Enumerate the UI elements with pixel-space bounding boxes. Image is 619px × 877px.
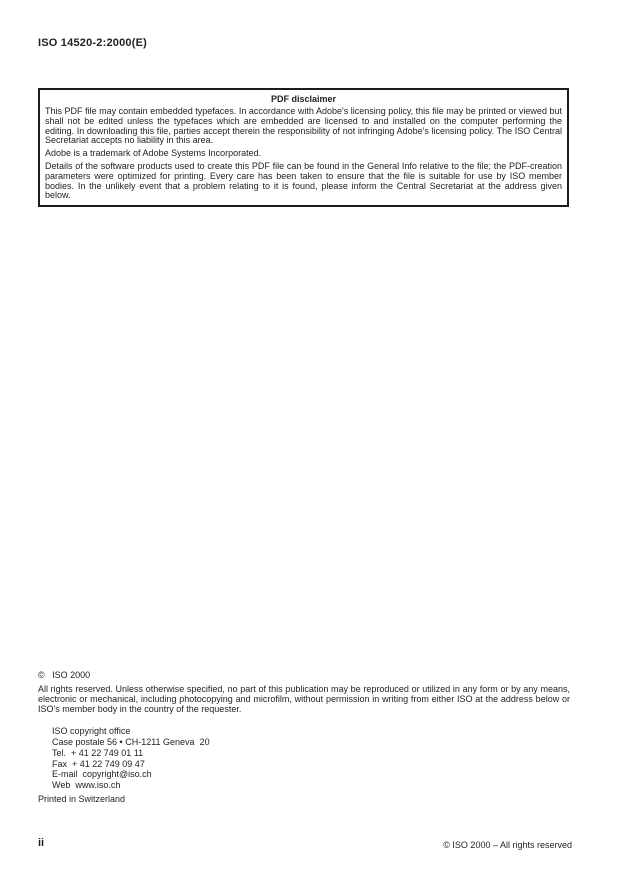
address-line-tel: Tel. + 41 22 749 01 11 [52,747,144,758]
address-line-office: ISO copyright office [52,726,131,737]
address-line-web: Web www.iso.ch [52,779,121,790]
rights-statement: All rights reserved. Unless otherwise specified, no part of this publication may be reproduced or utilized in any form or by any means, electronic or mechanical, including photocopying and microfilm, without permission in writing from either ISO at the address below or ISO's member body in the country of the requester. [38,684,570,714]
address-line-postal: Case postale 56 • CH-1211 Geneva 20 [52,737,210,748]
disclaimer-paragraph: Details of the software products used to create this PDF file can be found in the General Info relative to the file; the PDF-creation parameters were optimized for printing. Every care has been taken to ensure that the file is suitable for use by ISO member bodies. In the unlikely event that a problem relating to it is found, please inform the Central Secretariat at the address given below. [45,160,562,201]
page-number: ii [38,837,45,849]
disclaimer-paragraph: This PDF file may contain embedded typefaces. In accordance with Adobe's licensing policy, this file may be printed or viewed but shall not be edited unless the typefaces which are embedded are licensed to and installed on the computer performing the editing. In downloading this file, parties accept therein the responsibility of not infringing Adobe's licensing policy. The ISO Central Secretariat accepts no liability in this area. [45,106,562,146]
pdf-disclaimer-box [38,88,569,207]
copyright-notice: © ISO 2000 [38,670,91,680]
address-line-email: E-mail copyright@iso.ch [52,769,152,780]
copyright-block [38,670,570,804]
disclaimer-title: PDF disclaimer [270,94,337,104]
disclaimer-paragraph: Adobe is a trademark of Adobe Systems Incorporated. [45,148,262,159]
iso-address-block [52,726,570,790]
address-line-fax: Fax + 41 22 749 09 47 [52,758,145,769]
footer-copyright: © ISO 2000 – All rights reserved [443,840,572,850]
document-reference: ISO 14520-2:2000(E) [38,37,147,49]
printed-in-note: Printed in Switzerland [38,793,126,804]
